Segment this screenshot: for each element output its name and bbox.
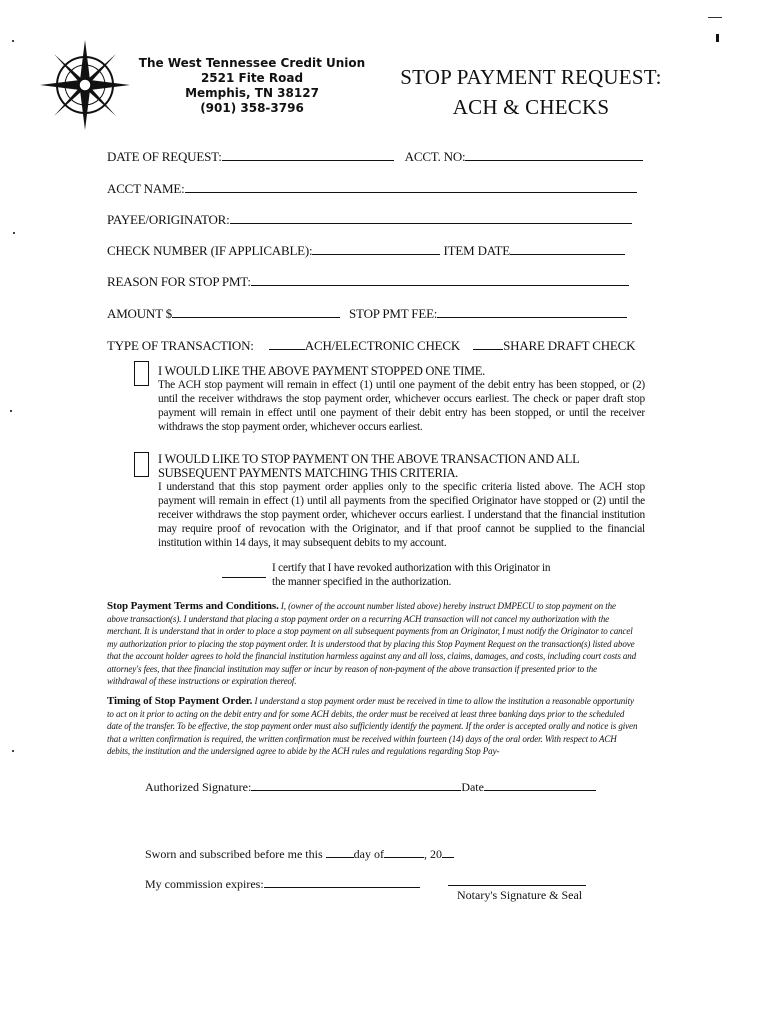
notary-signature-field[interactable] bbox=[448, 873, 586, 886]
terms-body: I, (owner of the account number listed above) hereby instruct DMPECU to stop payment on the above transaction(s). I understand that placing a stop payment order on a recurring ACH transaction will not cancel my authorization with the merchant. It is understand that in order to place a stop payment on all subsequent payments from an Originator, I must notify the Originator to cancel my authorization prior to placing the stop payment order. It is understood that by placing this Stop Payment Request on the transaction(s) listed above that the account holder agrees to hold the financial institution harmless against any and all loss, claims, damages, and costs, including court costs and attorney's fees, that thee financial institution may suffer or incur by reason of non-payment of the above transaction if presented prior to the withdrawal of these instructions or expiration thereof. bbox=[107, 601, 637, 686]
one-time-body: The ACH stop payment will remain in effect (1) until one payment of the debit entry has been stopped, or (2) until the receiver withdraws the stop payment order, whichever occurs earliest. The check or paper draft stop payment will remain in effect until one payment of their debit entry has been stopped, or until the receiver withdraws the stop payment order, whichever occurs earliest. bbox=[158, 379, 645, 433]
one-time-heading: I WOULD LIKE THE ABOVE PAYMENT STOPPED ONE TIME. bbox=[158, 364, 485, 378]
amount-label: AMOUNT $ bbox=[107, 306, 172, 321]
credit-union-info bbox=[118, 56, 386, 116]
one-time-checkbox[interactable] bbox=[134, 361, 149, 386]
ach-check-blank[interactable] bbox=[269, 337, 305, 350]
date-label: Date bbox=[461, 780, 484, 794]
certify-line-1: I certify that I have revoked authorization with this Originator in bbox=[272, 562, 551, 574]
title-line-2: ACH & CHECKS bbox=[452, 95, 610, 119]
acct-no-field[interactable] bbox=[465, 148, 643, 161]
terms-section bbox=[107, 600, 639, 688]
item-date-field[interactable] bbox=[510, 242, 625, 255]
all-subsequent-checkbox[interactable] bbox=[134, 452, 149, 477]
scan-speck bbox=[13, 232, 15, 234]
acct-name-field[interactable] bbox=[185, 180, 637, 193]
scan-mark bbox=[716, 34, 719, 42]
date-of-request-label: DATE OF REQUEST: bbox=[107, 149, 222, 164]
check-number-row bbox=[107, 242, 625, 259]
all-subsequent-heading: I WOULD LIKE TO STOP PAYMENT ON THE ABOVE TRANSACTION AND ALL SUBSEQUENT PAYMENTS MATCHING THIS CRITERIA. bbox=[158, 452, 579, 480]
acct-no-label: ACCT. NO: bbox=[404, 149, 466, 164]
commission-row bbox=[145, 875, 420, 892]
sworn-month-field[interactable] bbox=[384, 845, 424, 858]
stop-fee-label: STOP PMT FEE: bbox=[349, 306, 438, 321]
title-line-1: STOP PAYMENT REQUEST: bbox=[400, 65, 662, 89]
transaction-type-row bbox=[107, 337, 635, 354]
form-title bbox=[386, 62, 676, 122]
ach-option-label: ACH/ELECTRONIC CHECK bbox=[304, 338, 461, 353]
org-city: Memphis, TN 38127 bbox=[185, 86, 319, 100]
reason-label: REASON FOR STOP PMT: bbox=[107, 274, 251, 289]
sworn-prefix: Sworn and subscribed before me this bbox=[145, 847, 323, 861]
amount-field[interactable] bbox=[172, 305, 340, 318]
org-address: 2521 Fite Road bbox=[200, 71, 304, 85]
org-name: The West Tennessee Credit Union bbox=[138, 56, 366, 70]
authorized-signature-label: Authorized Signature: bbox=[145, 780, 252, 794]
sworn-year-field[interactable] bbox=[442, 845, 454, 858]
payee-label: PAYEE/ORIGINATOR: bbox=[107, 212, 230, 227]
reason-row bbox=[107, 273, 629, 290]
check-number-label: CHECK NUMBER (IF APPLICABLE): bbox=[107, 243, 313, 258]
sworn-row bbox=[145, 845, 454, 862]
timing-body: I understand a stop payment order must be received in time to allow the institution a reasonable opportunity to act on it prior to acting on the debit entry and for some ACH debits, the order must be received at least three banking days prior to the scheduled date of the transfer. To be effective, the stop payment order must also sufficiently identify the payment. If the order is accepted orally and notice is given that a written confirmation is required, the written confirmation must be received within fourteen (14) days of the oral order. With respect to ACH debits, the institution and the undersigned agree to abide by the ACH rules and regulations regarding Stop Pay- bbox=[107, 696, 638, 756]
org-phone: (901) 358-3796 bbox=[200, 101, 304, 115]
payee-row bbox=[107, 211, 632, 228]
date-of-request-field[interactable] bbox=[222, 148, 394, 161]
certify-initial-field[interactable] bbox=[222, 565, 266, 578]
timing-heading: Timing of Stop Payment Order. bbox=[107, 695, 253, 707]
commission-field[interactable] bbox=[264, 875, 420, 888]
terms-heading: Stop Payment Terms and Conditions. bbox=[107, 600, 279, 612]
scan-speck bbox=[12, 750, 14, 752]
scan-speck bbox=[12, 40, 14, 42]
transaction-type-label: TYPE OF TRANSACTION: bbox=[107, 338, 254, 353]
sworn-year-prefix: , 20 bbox=[423, 847, 442, 861]
reason-field[interactable] bbox=[251, 273, 629, 286]
notary-label: Notary's Signature & Seal bbox=[457, 888, 583, 902]
one-time-option bbox=[158, 364, 645, 434]
scan-speck bbox=[10, 410, 12, 412]
date-of-request-row bbox=[107, 148, 643, 165]
payee-field[interactable] bbox=[230, 211, 632, 224]
sworn-day-field[interactable] bbox=[326, 845, 354, 858]
compass-rose-logo bbox=[40, 40, 130, 130]
share-draft-option-label: SHARE DRAFT CHECK bbox=[503, 338, 636, 353]
timing-section bbox=[107, 695, 639, 758]
signature-date-field[interactable] bbox=[484, 778, 596, 791]
certify-statement bbox=[272, 561, 632, 589]
all-subsequent-option bbox=[158, 452, 645, 550]
authorized-signature-field[interactable] bbox=[251, 778, 461, 791]
item-date-label: ITEM DATE bbox=[443, 243, 510, 258]
scan-mark bbox=[708, 17, 722, 18]
check-number-field[interactable] bbox=[312, 242, 440, 255]
stop-fee-field[interactable] bbox=[437, 305, 627, 318]
authorized-signature-row bbox=[145, 778, 596, 795]
commission-label: My commission expires: bbox=[145, 877, 264, 891]
acct-name-row bbox=[107, 180, 637, 197]
sworn-day-of: day of bbox=[353, 847, 384, 861]
acct-name-label: ACCT NAME: bbox=[107, 181, 185, 196]
certify-line-2: the manner specified in the authorization. bbox=[272, 576, 452, 588]
amount-row bbox=[107, 305, 627, 322]
all-subsequent-body: I understand that this stop payment order applies only to the specific criteria listed above. The ACH stop payment will remain in effect (1) until all payments from the specified Originator have stopped or (2) until the receiver withdraws the stop payment order, whichever occurs earliest. I understand that the financial institution may require proof of revocation with the Originator, and if that proof cannot be supplied to the financial institution within 14 days, it may subsequent debits to my account. bbox=[158, 481, 645, 549]
share-draft-blank[interactable] bbox=[473, 337, 503, 350]
